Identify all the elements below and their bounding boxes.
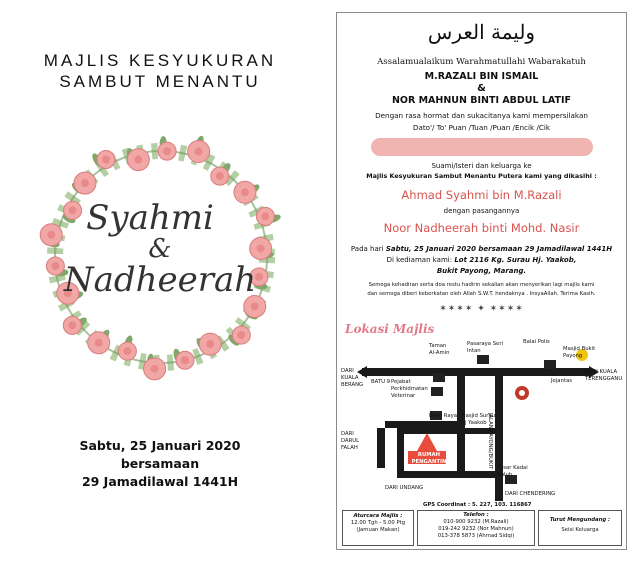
left-hijri: 29 Jamadilawal 1441H: [81, 474, 239, 489]
host1: M.RAZALI BIN ISMAIL: [424, 71, 539, 82]
invitation-card: [336, 12, 627, 550]
name-syahmi: Syahmi: [86, 198, 214, 238]
map-label-rumah: RUMAH PENGANTIN: [411, 452, 447, 465]
map-label-dari-kuala-terengganu: DARI KUALA TERENGGANU: [585, 369, 623, 382]
aturcara-note: (Jamuan Makan): [356, 527, 400, 533]
arabic-header: وليمة العرس: [427, 20, 536, 44]
names-ampersand: &: [148, 234, 172, 264]
kediaman-prefix: Di kediaman kami:: [386, 256, 453, 264]
event-title: [0, 50, 320, 92]
map-label-pasar: Pasar Kadai Buluh: [497, 465, 528, 478]
map-label-dari-kuala-berang: DARI KUALA BERANG: [341, 368, 364, 388]
phone-1: 010-900 9232 (M.Razali): [443, 519, 509, 525]
left-date-block: [0, 437, 320, 491]
aturcara-time: 12.00 Tgh - 5.00 Ptg: [350, 520, 406, 526]
telefon-title: Telefon :: [463, 512, 489, 518]
telefon-box: [417, 510, 535, 546]
groom-name: Ahmad Syahmi bin M.Razali: [401, 188, 562, 202]
bride-name: Noor Nadheerah binti Mohd. Nasir: [383, 221, 580, 235]
title-line1: MAJLIS KESYUKURAN: [43, 51, 277, 70]
host2: NOR MAHNUN BINTI ABDUL LATIF: [391, 95, 572, 106]
host-ampersand: &: [477, 83, 486, 94]
name-nadheerah: Nadheerah: [63, 260, 257, 300]
ornament-divider: ✶✶✶✶ ✦ ✶✶✶✶: [439, 304, 524, 314]
title-line2: SAMBUT MENANTU: [59, 72, 261, 91]
map-label-dari-chendering: DARI CHENDERING: [505, 491, 556, 497]
couple-names: [0, 200, 320, 298]
map-label-dari-darul-falah: DARI DARUL FALAH: [341, 431, 360, 451]
turut-box: [538, 510, 622, 546]
address-line2: Bukit Payong, Marang.: [436, 267, 527, 275]
address-line1: Lot 2116 Kg. Surau Hj. Yaakob,: [454, 256, 577, 264]
dengan-line: dengan pasangannya: [443, 207, 520, 215]
map-label-pejabat: Pejabat Perkhidmatan Veterinar: [391, 379, 428, 399]
left-date: Sabtu, 25 Januari 2020: [79, 438, 241, 453]
pada-hari-line: [337, 245, 626, 254]
map-label-taman: Taman Al-Amin: [429, 343, 450, 356]
map-label-dari-undang: DARI UNDANG: [385, 485, 424, 491]
turut-value: Seisi Keluarga: [561, 527, 599, 533]
map-label-pasaraya: Pasaraya Seri Intan: [467, 341, 503, 354]
doa-line1: Semoga kehadiran serta doa restu hadirin sekalian akan menyerikan lagi majlis kami: [368, 282, 595, 288]
map-label-masjid-bukit: Masjid Bukit Payong: [563, 346, 596, 359]
map-label-jalan: JALAN PAYONG/BUKIT: [487, 413, 493, 470]
map-gps: GPS Coordinat : 5. 227, 103. 116867: [423, 502, 532, 508]
map-label-jejantas: Jejantas: [551, 378, 572, 384]
guest-name-bar: [371, 138, 593, 156]
left-bersamaan: bersamaan: [120, 456, 200, 471]
phone-2: 019-242 9232 (Nor Mahnun): [438, 526, 514, 532]
salam: Assalamualaikum Warahmatullahi Wabarakatuh: [377, 57, 586, 67]
map-label-balai-polis: Balai Polis: [523, 339, 550, 345]
phone-3: 013-378 5873 (Ahmad Sidqi): [437, 533, 515, 539]
map-label-masjid-surau: Masjid Surau Hj Yaakob: [461, 413, 496, 426]
majlis-line: Majlis Kesyukuran Sambut Menantu Putera kami yang dikasihi :: [366, 172, 597, 180]
aturcara-box: [342, 510, 414, 546]
invite-line2: Dato'/ To' Puan /Tuan /Puan /Encik /Cik: [412, 123, 551, 132]
invite-line1: Dengan rasa hormat dan sukacitanya kami mempersilakan: [375, 111, 588, 120]
map-label-balai-raya: Balai Raya: [429, 413, 457, 419]
pada-hari-prefix: Pada hari: [350, 245, 384, 253]
map-label-batu9: BATU 9: [371, 379, 391, 385]
aturcara-title: Aturcara Majlis :: [353, 513, 403, 519]
doa-line2: dan semoga diberi keberkatan oleh Allah S.W.T. hendaknya . InsyaAllah. Terima Kasih.: [367, 291, 596, 297]
map-heading: Lokasi Majlis: [345, 322, 435, 336]
suami-line: Suami/Isteri dan keluarga ke: [431, 162, 532, 170]
turut-title: Turut Mengundang :: [549, 517, 611, 523]
kediaman-line: [337, 256, 626, 265]
pada-hari-value: Sabtu, 25 Januari 2020 bersamaan 29 Jamadilawal 1441H: [385, 245, 613, 253]
